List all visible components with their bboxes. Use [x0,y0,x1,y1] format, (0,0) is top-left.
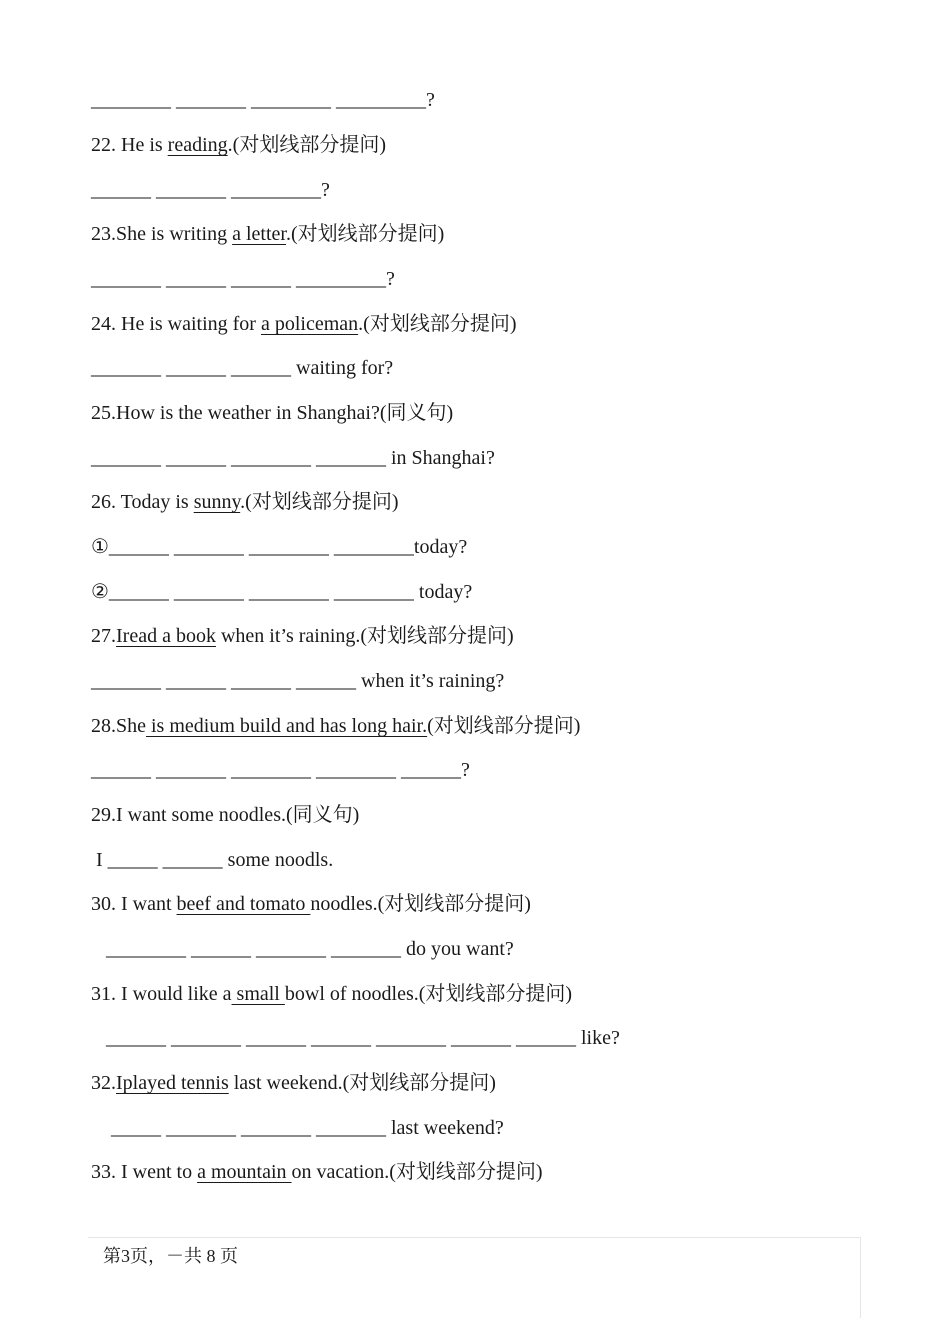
underlined-part: beef and tomato [176,893,311,915]
underlined-part: a letter [232,223,286,245]
answer-line: ①______ _______ ________ ________today? [91,536,468,558]
question-text: 33. I went to [91,1161,198,1183]
underlined-part: small [231,983,285,1005]
question-instruction: when it’s raining.(对划线部分提问) [215,625,514,647]
underlined-part: sunny [193,491,241,513]
question-instruction: last weekend.(对划线部分提问) [228,1072,496,1094]
answer-line: _______ ______ ________ _______ in Shanghai? [91,447,495,469]
question-text: 26. Today is [91,491,194,513]
question-text: 32. [91,1072,116,1094]
question-32 [91,1069,496,1097]
question-text: 23.She is writing [91,223,233,245]
answer-line: ______ _______ ________ ________ ______? [91,759,470,781]
question-28 [91,712,580,740]
question-text: 31. I would like a [91,983,232,1005]
question-22 [91,131,386,159]
question-instruction: .(对划线部分提问) [227,134,386,156]
question-text: 28.She [91,715,146,737]
question-text: 30. I want [91,893,177,915]
answer-line: ________ _______ ________ _________? [91,89,435,111]
question-text: 24. He is waiting for [91,313,261,335]
question-33 [91,1158,543,1186]
question-instruction: on vacation.(对划线部分提问) [291,1161,543,1183]
question-instruction: .(对划线部分提问) [240,491,399,513]
answer-line: _____ _______ _______ _______ last weekend? [91,1117,504,1139]
answer-line: ______ _______ ______ ______ _______ ______ ______ like? [91,1027,620,1049]
underlined-part: Iplayed tennis [116,1072,229,1094]
question-26 [91,488,399,516]
question-24 [91,310,517,338]
underlined-part: a policeman [260,313,359,335]
question-23 [91,220,444,248]
answer-line: _______ ______ ______ waiting for? [91,357,394,379]
question-instruction: bowl of noodles.(对划线部分提问) [284,983,573,1005]
page-number: 第3页，－共 8 页 [103,1246,238,1266]
question-29: 29.I want some noodles.(同义句) [91,804,360,826]
question-27 [91,622,514,650]
question-text: 22. He is [91,134,168,156]
underlined-part: reading [167,134,228,156]
answer-line: I _____ ______ some noodls. [91,849,334,871]
question-instruction: (对划线部分提问) [427,715,581,737]
underlined-part: a mountain [197,1161,292,1183]
question-instruction: .(对划线部分提问) [285,223,445,245]
question-31 [91,980,572,1008]
question-25: 25.How is the weather in Shanghai?(同义句) [91,402,454,424]
answer-line: _______ ______ ______ ______ when it’s raining? [91,670,505,692]
question-instruction: noodles.(对划线部分提问) [310,893,531,915]
underlined-part: Iread a book [116,625,216,647]
question-instruction: .(对划线部分提问) [358,313,517,335]
question-30 [91,890,531,918]
answer-line: ________ ______ _______ _______ do you want? [91,938,514,960]
answer-line: ______ _______ _________? [91,179,330,201]
answer-line: _______ ______ ______ _________? [91,268,395,290]
question-text: 27. [91,625,116,647]
answer-line: ②______ _______ ________ ________ today? [91,581,473,603]
underlined-part: is medium build and has long hair. [146,715,428,737]
